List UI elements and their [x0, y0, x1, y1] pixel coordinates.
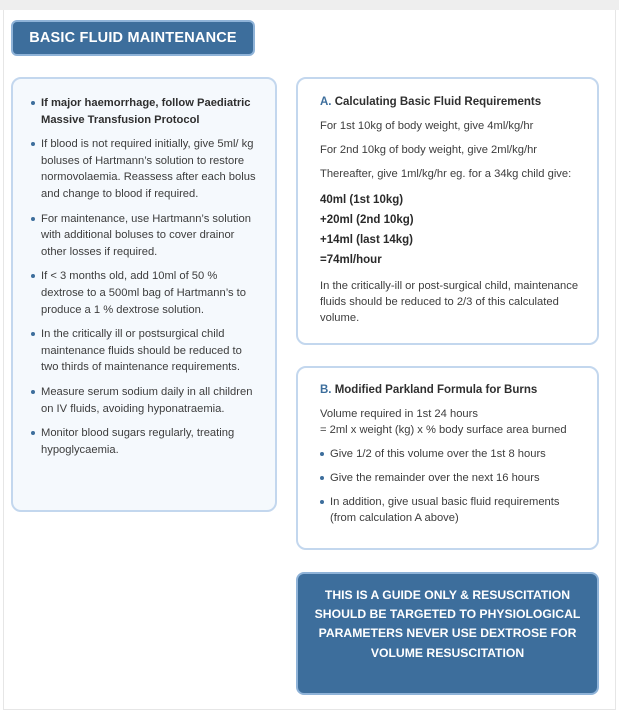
calc-line: +20ml (2nd 10kg) — [320, 214, 414, 226]
parkland-list — [320, 446, 583, 526]
card-a-title — [320, 96, 581, 108]
list-item: In the critically ill or postsurgical child maintenance fluids should be reduced to two thirds of maintenance requirements. — [31, 326, 261, 376]
card-a-letter: A. — [320, 96, 332, 108]
calc-line: 40ml (1st 10kg) — [320, 194, 404, 206]
card-a-heading: Calculating Basic Fluid Requirements — [334, 96, 542, 108]
list-item: Give 1/2 of this volume over the 1st 8 hours — [320, 446, 583, 462]
card-a-note: In the critically-ill or post-surgical child, maintenance fluids should be reduced to 2/3 of this calculated volume. — [320, 280, 579, 324]
card-b-heading: Modified Parkland Formula for Burns — [334, 384, 538, 396]
list-item: In addition, give usual basic fluid requirements (from calculation A above) — [320, 494, 583, 526]
guidance-panel — [11, 77, 277, 512]
list-item: Measure serum sodium daily in all children on IV fluids, avoiding hyponatraemia. — [31, 384, 261, 417]
rule-line: For 2nd 10kg of body weight, give 2ml/kg/hr — [320, 144, 538, 156]
guide-warning-box: THIS IS A GUIDE ONLY & RESUSCITATION SHOULD BE TARGETED TO PHYSIOLOGICAL PARAMETERS NEVER USE DEXTROSE FOR VOLUME RESUSCITATION — [296, 572, 599, 695]
example-calculation — [320, 190, 581, 270]
calc-line: +14ml (last 14kg) — [320, 234, 414, 246]
card-b-letter: B. — [320, 384, 332, 396]
card-b-title — [320, 384, 583, 396]
list-item: If major haemorrhage, follow Paediatric Massive Transfusion Protocol — [31, 95, 261, 128]
calc-total: =74ml/hour — [320, 254, 382, 266]
list-item: For maintenance, use Hartmann’s solution with additional boluses to cover drainor other losses if required. — [31, 211, 261, 261]
list-item: If blood is not required initially, give 5ml/ kg boluses of Hartmann’s solution to restore normovolaemia. Reassess after each bolus and change to blood if required. — [31, 136, 261, 202]
fluid-requirements-card — [296, 77, 599, 345]
rule-line: For 1st 10kg of body weight, give 4ml/kg/hr — [320, 120, 534, 132]
formula-line: Volume required in 1st 24 hours — [320, 408, 478, 420]
top-strip — [0, 0, 619, 10]
list-item: Give the remainder over the next 16 hours — [320, 470, 583, 486]
guidance-list — [31, 95, 261, 458]
list-item: Monitor blood sugars regularly, treating hypoglycaemia. — [31, 425, 261, 458]
rule-line: Thereafter, give 1ml/kg/hr eg. for a 34kg child give: — [320, 168, 572, 180]
parkland-formula-card — [296, 366, 599, 550]
list-item: If < 3 months old, add 10ml of 50 % dextrose to a 500ml bag of Hartmann’s to produce a 1 % dextrose solution. — [31, 268, 261, 318]
page-title: BASIC FLUID MAINTENANCE — [11, 20, 255, 56]
formula-line: = 2ml x weight (kg) x % body surface area burned — [320, 424, 567, 436]
